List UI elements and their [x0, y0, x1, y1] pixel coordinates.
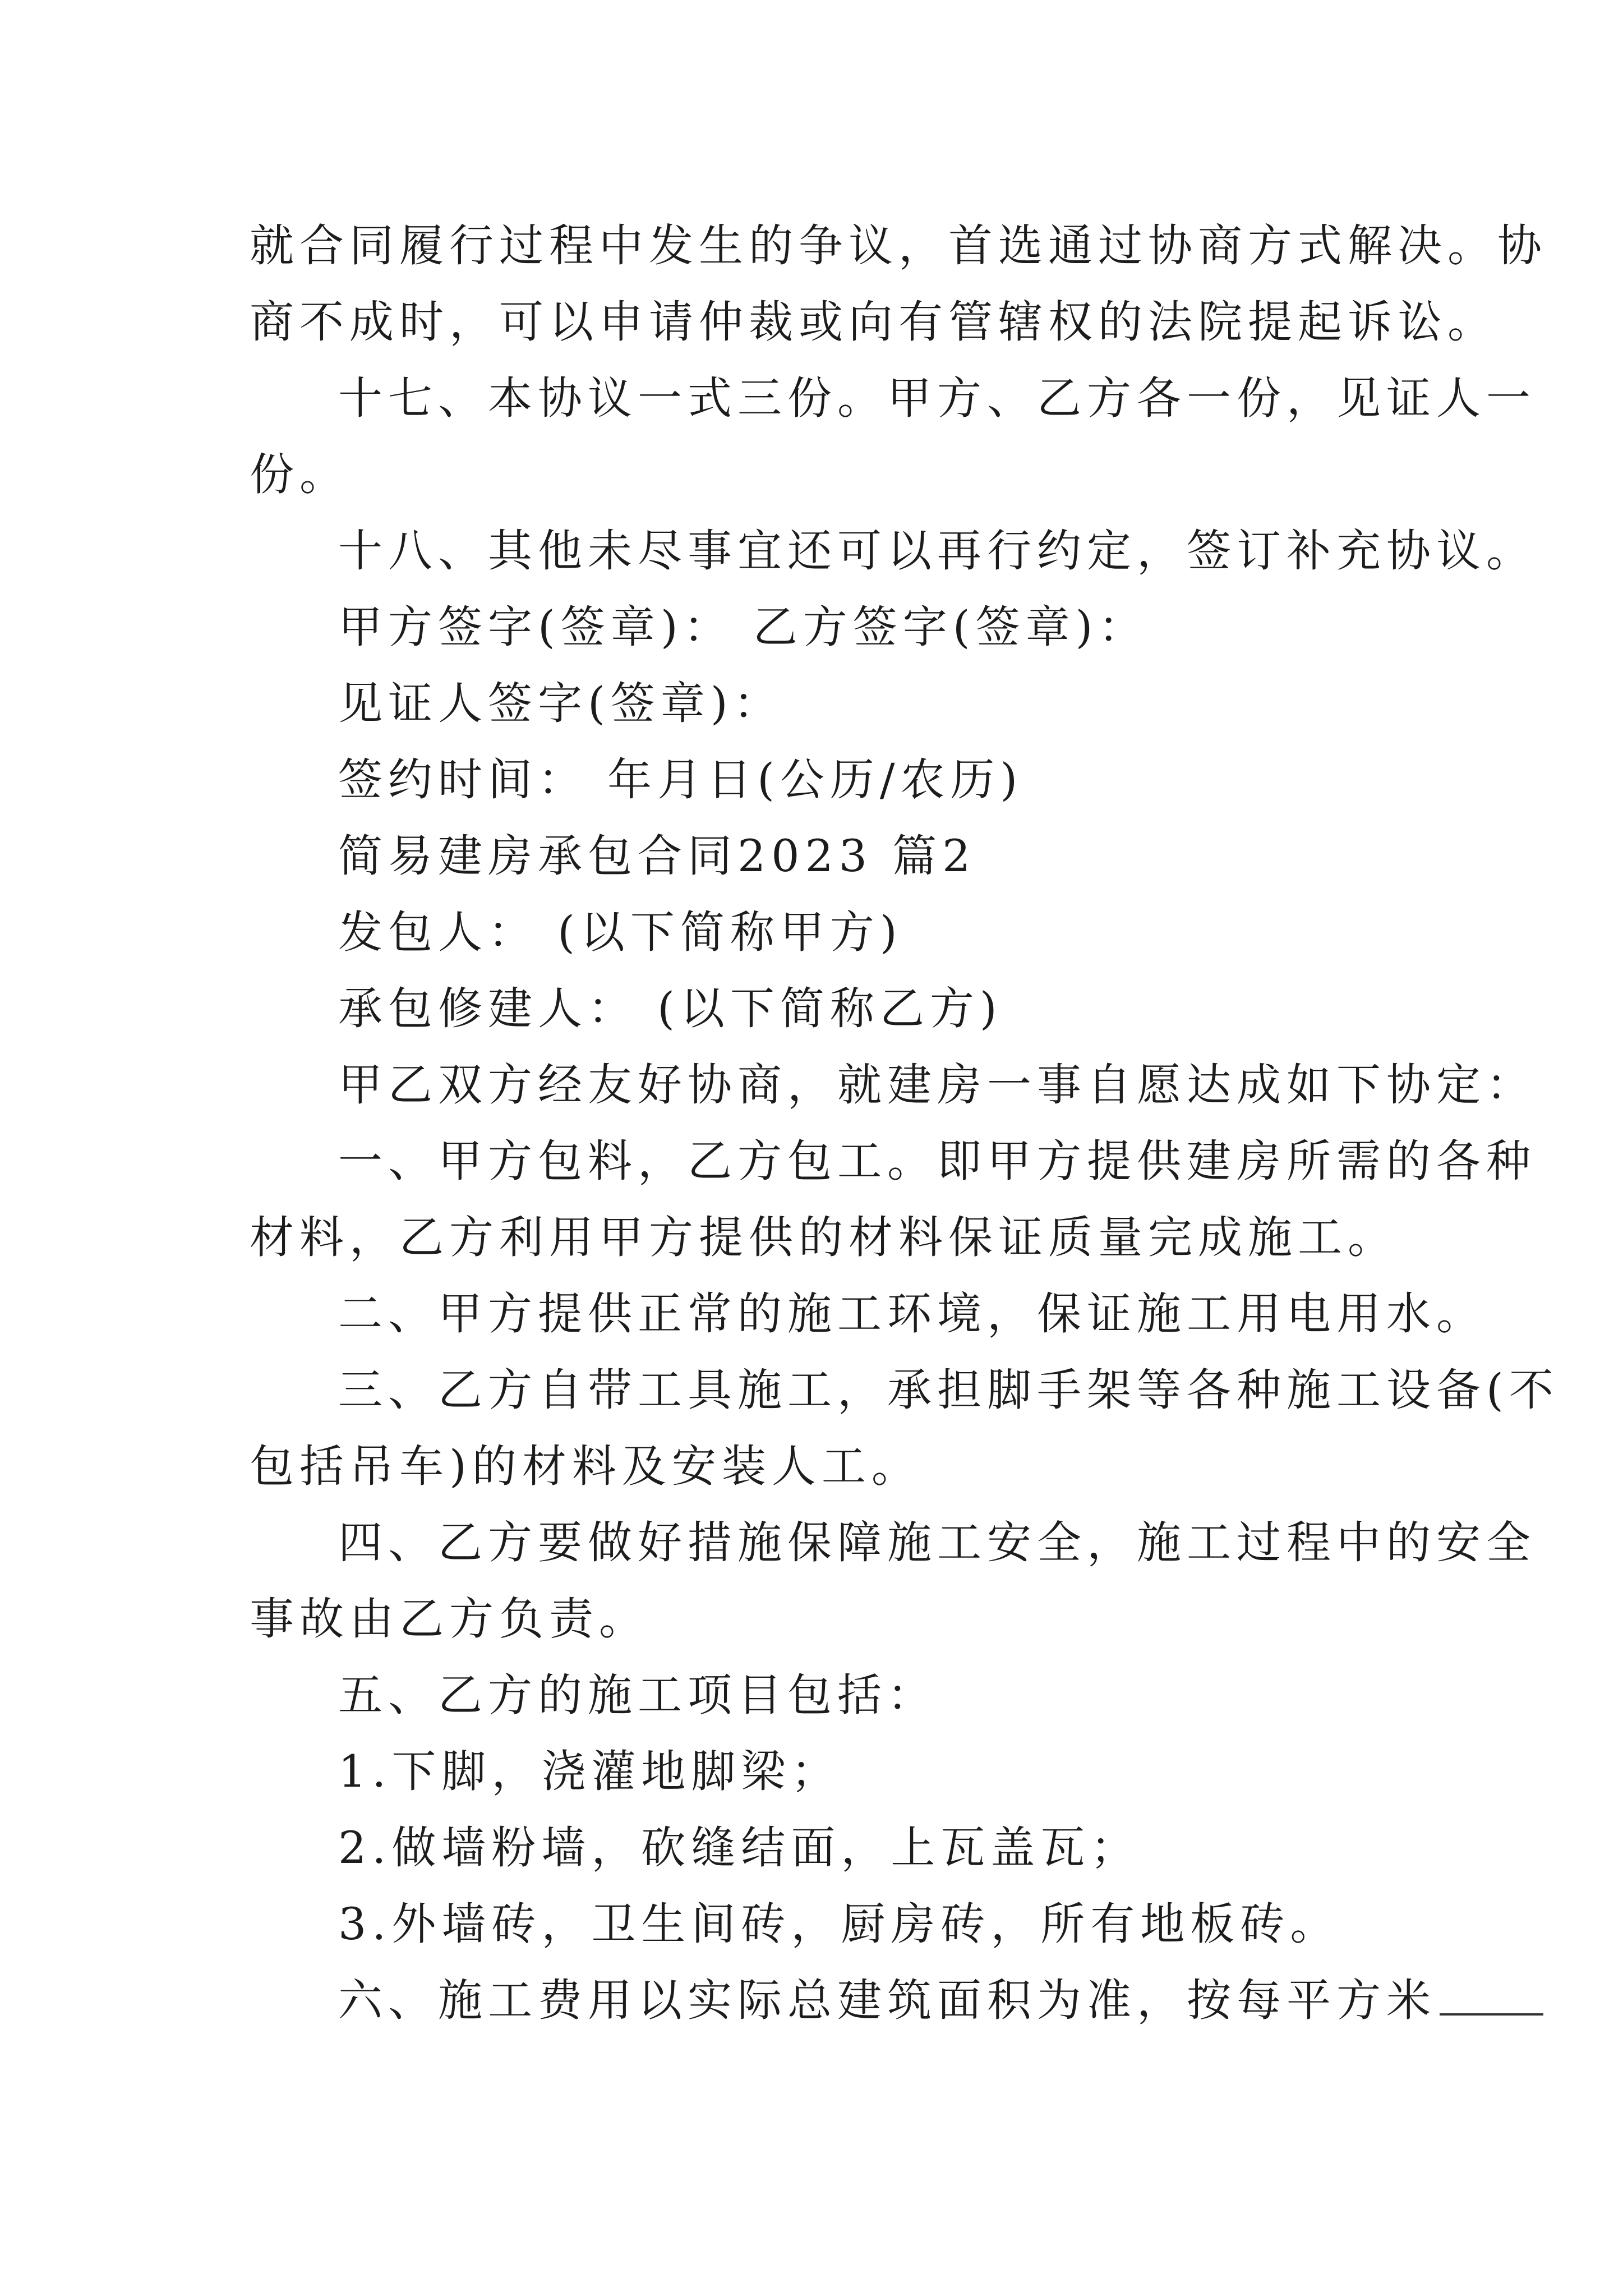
fill-in-blank [1440, 1978, 1543, 2016]
text-line: 份。 [250, 449, 349, 500]
text-line: 十七、本协议一式三份。甲方、乙方各一份，见证人一 [338, 372, 1536, 424]
text-line: 一、甲方包料，乙方包工。即甲方提供建房所需的各种 [338, 1135, 1536, 1187]
text-line: 三、乙方自带工具施工，承担脚手架等各种施工设备(不 [338, 1364, 1559, 1416]
text-line: 包括吊车)的材料及安装人工。 [250, 1441, 921, 1492]
section-heading: 简易建房承包合同2023 篇2 [338, 830, 976, 882]
text-line: 2.做墙粉墙，砍缝结面，上瓦盖瓦； [338, 1822, 1141, 1874]
text-line: 见证人签字(签章)： [338, 678, 783, 729]
text-line: 十八、其他未尽事宜还可以再行约定，签订补充协议。 [338, 525, 1536, 577]
text-fragment: 六、施工费用以实际总建筑面积为准，按每平方米 [338, 1975, 1436, 2026]
text-line: 3.外墙砖，卫生间砖，厨房砖，所有地板砖。 [338, 1898, 1340, 1950]
text-line: 事故由乙方负责。 [250, 1593, 649, 1645]
text-line: 五、乙方的施工项目包括： [338, 1669, 937, 1721]
text-line: 就合同履行过程中发生的争议，首选通过协商方式解决。协 [250, 220, 1547, 272]
text-line: 甲方签字(签章)： 乙方签字(签章)： [338, 601, 1149, 653]
text-line: 甲乙双方经友好协商，就建房一事自愿达成如下协定： [338, 1059, 1536, 1111]
text-line: 发包人： (以下简称甲方) [338, 907, 903, 958]
text-line: 材料，乙方利用甲方提供的材料保证质量完成施工。 [250, 1212, 1398, 1263]
text-line: 二、甲方提供正常的施工环境，保证施工用电用水。 [338, 1288, 1486, 1340]
text-line: 承包修建人： (以下简称乙方) [338, 983, 1003, 1034]
text-line: 商不成时，可以申请仲裁或向有管辖权的法院提起诉讼。 [250, 296, 1497, 348]
text-line: 1.下脚，浇灌地脚梁； [338, 1746, 841, 1797]
text-line: 签约时间： 年月日(公历/农历) [338, 754, 1023, 806]
text-line: 四、乙方要做好措施保障施工安全，施工过程中的安全 [338, 1517, 1536, 1568]
text-line-with-blank [338, 1972, 1543, 2028]
